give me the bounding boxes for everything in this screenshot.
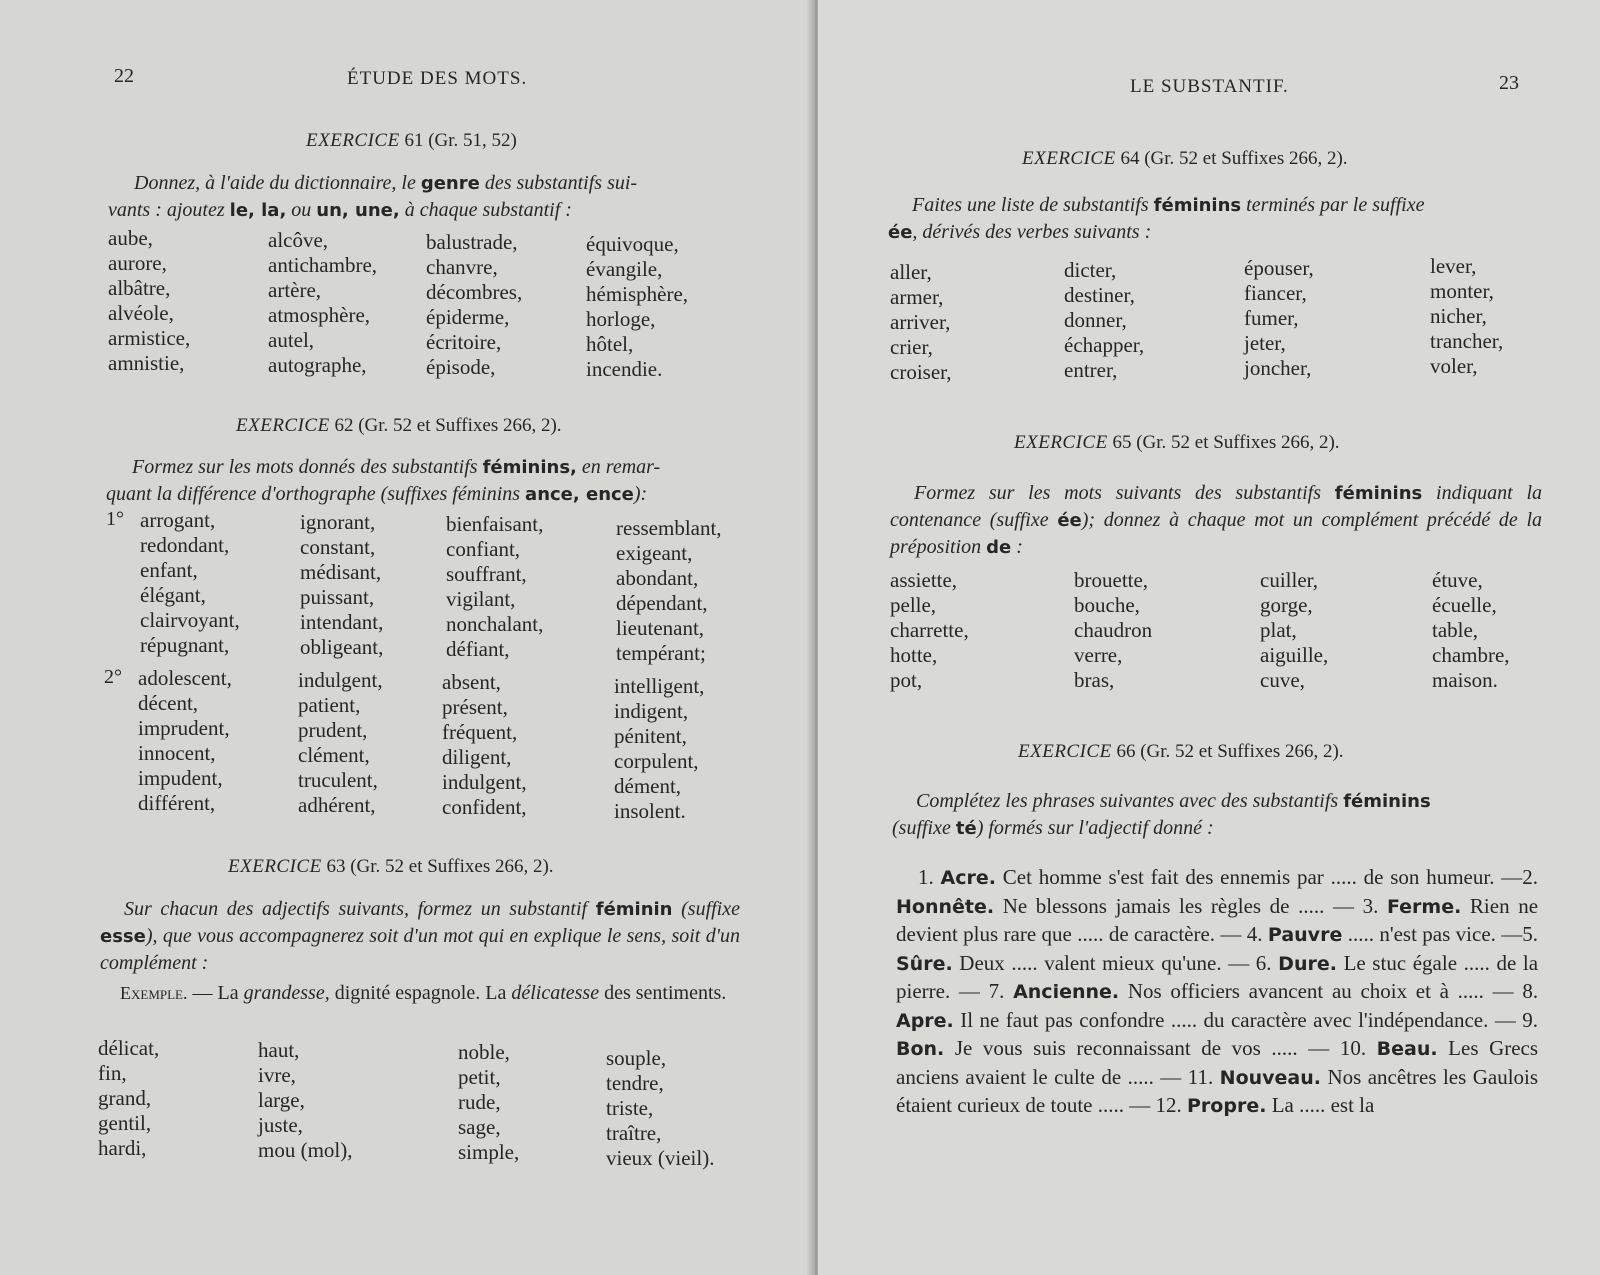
word: imprudent, [138, 716, 230, 740]
word: élégant, [140, 583, 206, 607]
word: corpulent, [614, 749, 699, 773]
word: juste, [258, 1113, 303, 1137]
word: clairvoyant, [140, 608, 240, 632]
word: présent, [442, 695, 508, 719]
word: bras, [1074, 668, 1115, 692]
word: fumer, [1244, 306, 1299, 330]
exercise-66-title: EXERCICE 66 (Gr. 52 et Suffixes 266, 2). [1018, 741, 1344, 762]
word: vigilant, [446, 587, 516, 611]
running-head: LE SUBSTANTIF. [1130, 76, 1289, 97]
word-column [426, 230, 522, 380]
word: indulgent, [298, 668, 383, 692]
word: cuve, [1260, 668, 1305, 692]
word: décombres, [426, 280, 523, 304]
sentence: — 8. Apre. Il ne faut pas confondre ..... du caractère avec l'indépendance. [896, 979, 1539, 1032]
group-2-label: 2° [104, 666, 122, 688]
word: insolent. [614, 799, 686, 823]
word: différent, [138, 791, 216, 815]
word: brouette, [1074, 568, 1149, 592]
word: ignorant, [300, 510, 376, 534]
word: indigent, [614, 699, 689, 723]
word: constant, [300, 535, 376, 559]
word: triste, [606, 1096, 654, 1120]
word: échapper, [1064, 333, 1145, 357]
word: pot, [890, 668, 923, 692]
word: arriver, [890, 310, 951, 334]
word: puissant, [300, 585, 375, 609]
exercise-61-instructions: Donnez, à l'aide du dictionnaire, le genre des substantifs sui- vants : ajoutez le, la, ou un, une, à chaque substantif : [108, 172, 638, 221]
word: lever, [1430, 254, 1477, 278]
word: chaudron [1074, 618, 1153, 642]
word-column [300, 510, 383, 660]
word: chanvre, [426, 255, 498, 279]
word: albâtre, [108, 276, 171, 300]
word: traître, [606, 1121, 662, 1145]
word: décent, [138, 691, 199, 715]
exercise-66-sentences [896, 864, 1538, 1121]
word: joncher, [1244, 356, 1312, 380]
word: monter, [1430, 279, 1494, 303]
word: arrogant, [140, 508, 216, 532]
word: large, [258, 1088, 305, 1112]
word: médisant, [300, 560, 382, 584]
word: gorge, [1260, 593, 1313, 617]
word: noble, [458, 1040, 510, 1064]
exercise-63-instructions: Sur chacun des adjectifs suivants, formez un substantif féminin (suffixe esse), que vous accompagnerez soit d'un mot qui en explique le sens, soit d'un complément : [100, 898, 740, 974]
word: chambre, [1432, 643, 1510, 667]
word-column [1430, 254, 1503, 379]
word: hôtel, [586, 332, 634, 356]
sentence: — 3. Ferme. Rien ne devient plus rare que ..... de caractère. [896, 893, 1539, 946]
word: écritoire, [426, 330, 502, 354]
exercise-64-title: EXERCICE 64 (Gr. 52 et Suffixes 266, 2). [1022, 148, 1348, 169]
word-column [890, 568, 969, 693]
word: lieutenant, [616, 616, 705, 640]
word: répugnant, [140, 633, 230, 657]
word: crier, [890, 335, 933, 359]
word: haut, [258, 1038, 300, 1062]
word-column [458, 1040, 519, 1165]
word: antichambre, [268, 253, 378, 277]
sentence: — 7. Ancienne. Nos officiers avancent au choix et à ..... [958, 979, 1484, 1003]
word: autel, [268, 328, 315, 352]
word: redondant, [140, 533, 230, 557]
word: adolescent, [138, 666, 232, 690]
word: simple, [458, 1140, 520, 1164]
exercise-63-title: EXERCICE 63 (Gr. 52 et Suffixes 266, 2). [228, 856, 554, 877]
sentence: —2. Honnête. Ne blessons jamais les règles de ..... [896, 865, 1538, 918]
word: épouser, [1244, 256, 1314, 280]
word: enfant, [140, 558, 198, 582]
word: tempérant; [616, 641, 706, 665]
exercise-65-title: EXERCICE 65 (Gr. 52 et Suffixes 266, 2). [1014, 432, 1340, 453]
word: exigeant, [616, 541, 693, 565]
word: hardi, [98, 1136, 147, 1160]
word: charrette, [890, 618, 969, 642]
exercise-61-title: EXERCICE 61 (Gr. 51, 52) [306, 130, 517, 151]
word: aube, [108, 226, 153, 250]
word: vieux (vieil). [606, 1146, 715, 1170]
word: prudent, [298, 718, 368, 742]
word: alvéole, [108, 301, 174, 325]
page-number: 22 [114, 65, 134, 87]
word-column [140, 508, 240, 658]
word: atmosphère, [268, 303, 371, 327]
word: gentil, [98, 1111, 152, 1135]
word: assiette, [890, 568, 958, 592]
word: hémisphère, [586, 282, 689, 306]
word: défiant, [446, 637, 510, 661]
word: pelle, [890, 593, 937, 617]
exercise-62-title: EXERCICE 62 (Gr. 52 et Suffixes 266, 2). [236, 415, 562, 436]
word: destiner, [1064, 283, 1135, 307]
word-column [1260, 568, 1328, 693]
sentence: — 12. Propre. La ..... est la [1129, 1093, 1375, 1117]
word: nicher, [1430, 304, 1487, 328]
word-column [890, 260, 952, 385]
word: truculent, [298, 768, 378, 792]
word: évangile, [586, 257, 663, 281]
word-column [258, 1038, 353, 1163]
exercise-63-example: Exemple. — La grandesse, dignité espagnole. La délicatesse des sentiments. [120, 982, 727, 1004]
word: nonchalant, [446, 612, 544, 636]
word: épiderme, [426, 305, 510, 329]
word: dément, [614, 774, 682, 798]
word: horloge, [586, 307, 656, 331]
running-head: ÉTUDE DES MOTS. [347, 68, 528, 89]
word: pénitent, [614, 724, 687, 748]
word: confident, [442, 795, 527, 819]
word: table, [1432, 618, 1479, 642]
word: patient, [298, 693, 361, 717]
word: grand, [98, 1086, 152, 1110]
word: verre, [1074, 643, 1123, 667]
word: croiser, [890, 360, 952, 384]
word: dépendant, [616, 591, 708, 615]
word: clément, [298, 743, 370, 767]
word-column [1064, 258, 1144, 383]
exercise-64-instructions: Faites une liste de substantifs féminins terminés par le suffixe ée, dérivés des verbes suivants : [888, 194, 1425, 243]
word-column [268, 228, 377, 378]
word: petit, [458, 1065, 501, 1089]
page-number: 23 [1499, 72, 1519, 94]
word: souffrant, [446, 562, 527, 586]
word: voler, [1430, 354, 1478, 378]
sentence: — 9. Bon. Je vous suis reconnaissant de vos ..... [896, 1007, 1539, 1060]
word: dicter, [1064, 258, 1117, 282]
word: délicat, [98, 1036, 160, 1060]
word: maison. [1432, 668, 1498, 692]
word: plat, [1260, 618, 1297, 642]
word-column [108, 226, 190, 376]
word-column [1432, 568, 1510, 693]
word: tendre, [606, 1071, 664, 1095]
word-column [586, 232, 688, 382]
word-column [98, 1036, 159, 1161]
word: cuiller, [1260, 568, 1319, 592]
word: sage, [458, 1115, 501, 1139]
word: abondant, [616, 566, 699, 590]
word: diligent, [442, 745, 512, 769]
word: équivoque, [586, 232, 679, 256]
word: fin, [98, 1061, 127, 1085]
word: artère, [268, 278, 322, 302]
word: intendant, [300, 610, 384, 634]
sentence: 1. Acre. Cet homme s'est fait des ennemis par ..... de son humeur. [918, 865, 1495, 889]
word: écuelle, [1432, 593, 1497, 617]
word-column [138, 666, 232, 816]
word: épisode, [426, 355, 496, 379]
word: donner, [1064, 308, 1127, 332]
sentence: — 6. Dure. Le stuc égale ..... de la pierre. [896, 950, 1539, 1003]
word: intelligent, [614, 674, 705, 698]
sentence: — 10. Beau. Les Grecs anciens avaient le culte de ..... [896, 1036, 1539, 1089]
word: souple, [606, 1046, 667, 1070]
word: jeter, [1244, 331, 1286, 355]
word: aiguille, [1260, 643, 1329, 667]
word: adhérent, [298, 793, 376, 817]
word: armistice, [108, 326, 191, 350]
word: confiant, [446, 537, 521, 561]
word: bienfaisant, [446, 512, 544, 536]
word: ivre, [258, 1063, 296, 1087]
word: alcôve, [268, 228, 329, 252]
sentence: — 4. Pauvre ..... n'est pas vice. [1220, 922, 1496, 946]
word: étuve, [1432, 568, 1483, 592]
word-column [1074, 568, 1152, 693]
sentence: — 11. Nouveau. Nos ancêtres les Gaulois étaient curieux de toute ..... [896, 1064, 1539, 1117]
word: impudent, [138, 766, 223, 790]
exercise-66-instructions: Complétez les phrases suivantes avec des substantifs féminins (suffixe té) formés sur l'adjectif donné : [892, 790, 1431, 839]
word: obligeant, [300, 635, 384, 659]
word: incendie. [586, 357, 663, 381]
word-column [442, 670, 527, 820]
word: ressemblant, [616, 516, 722, 540]
exercise-65-instructions: Formez sur les mots suivants des substantifs féminins indiquant la contenance (suffixe ée); donnez à chaque mot un complément précédé de la préposition de : [890, 482, 1543, 558]
word: hotte, [890, 643, 938, 667]
sentence: —5. Sûre. Deux ..... valent mieux qu'une. [896, 922, 1539, 975]
word: amnistie, [108, 351, 185, 375]
word: absent, [442, 670, 501, 694]
word-column [446, 512, 543, 662]
word: fiancer, [1244, 281, 1307, 305]
word: indulgent, [442, 770, 527, 794]
word: aller, [890, 260, 932, 284]
word: innocent, [138, 741, 216, 765]
word-column [616, 516, 722, 666]
word: trancher, [1430, 329, 1504, 353]
word: fréquent, [442, 720, 518, 744]
exercise-62-instructions: Formez sur les mots donnés des substantifs féminins, en remar- quant la différence d'orthographe (suffixes féminins ance, ence): [106, 456, 661, 505]
word: entrer, [1064, 358, 1118, 382]
word: armer, [890, 285, 944, 309]
right-page [818, 0, 1600, 1275]
word-column [298, 668, 383, 818]
group-1-label: 1° [106, 508, 124, 530]
word: balustrade, [426, 230, 518, 254]
word: aurore, [108, 251, 167, 275]
word: bouche, [1074, 593, 1140, 617]
word: autographe, [268, 353, 367, 377]
word-column [1244, 256, 1314, 381]
word: mou (mol), [258, 1138, 353, 1162]
word-column [606, 1046, 714, 1171]
word: rude, [458, 1090, 501, 1114]
word-column [614, 674, 704, 824]
